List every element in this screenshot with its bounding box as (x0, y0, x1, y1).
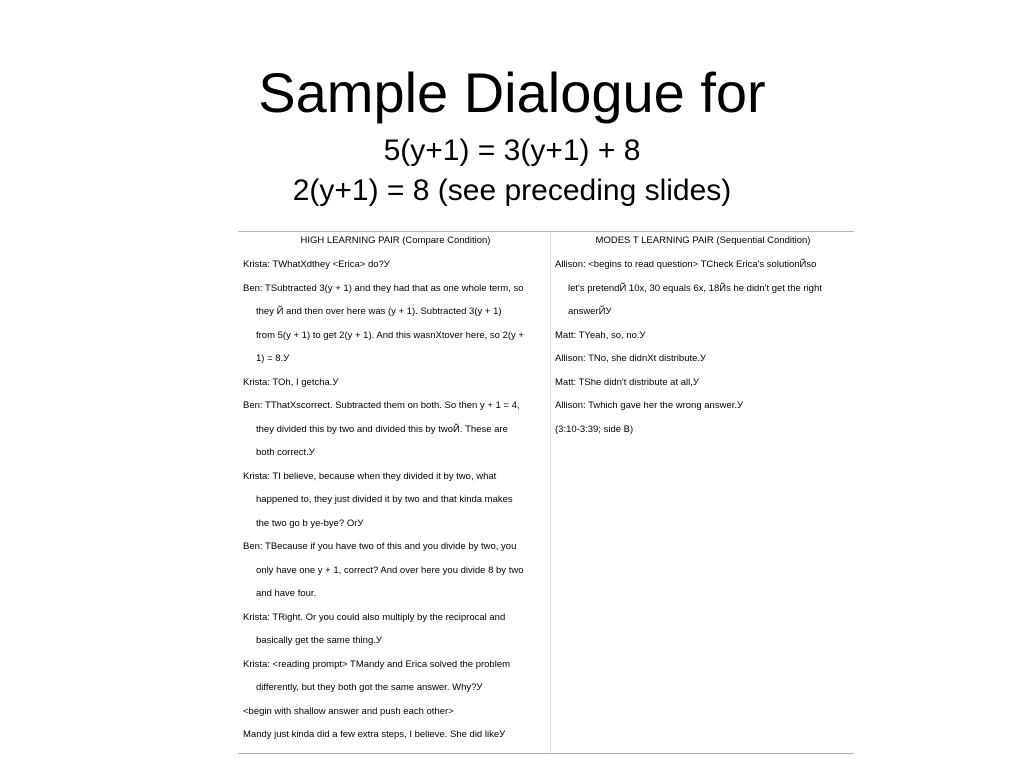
dialogue-line: Krista: <reading prompt> TMandy and Erica solved the problem (243, 658, 511, 670)
dialogue-line: happened to, they just divided it by two and that kinda makes (256, 494, 513, 505)
dialogue-line: Ben: TBecause if you have two of this and you divide by two, you (243, 541, 517, 552)
dialogue-line: from 5(y + 1) to get 2(y + 1). And this wasnXtover here, so 2(y + (256, 329, 524, 341)
dialogue-line: let's pretendЙ 10x, 30 equals 6x, 18Йs he didn't get the right (568, 282, 822, 294)
column-divider (550, 232, 551, 753)
dialogue-line: Krista: TOh, I getcha.У (243, 376, 339, 388)
dialogue-line: only have one y + 1, correct? And over here you divide 8 by two (256, 564, 524, 576)
dialogue-line: Allison: Twhich gave her the wrong answer.У (555, 400, 744, 411)
modest-learning-pair-column (555, 232, 851, 441)
column-header-modest-learning: MODES T LEARNING PAIR (Sequential Condition) (595, 235, 811, 246)
dialogue-line: they Й and then over here was (y + 1). Subtracted 3(y + 1) (256, 306, 502, 317)
dialogue-line: Ben: TSubtracted 3(y + 1) and they had that as one whole term, so (243, 282, 524, 294)
equation-subtitle: 5(y+1) = 3(y+1) + 8 (383, 134, 641, 167)
dialogue-line: they divided this by two and divided this by twoЙ. These are (256, 423, 508, 435)
dialogue-line: Krista: TI believe, because when they divided it by two, what (243, 470, 497, 482)
dialogue-line: Ben: TThatXscorrect. Subtracted them on both. So then y + 1 = 4, (243, 400, 520, 411)
dialogue-line: the two go b ye-bye? OrУ (256, 517, 364, 529)
dialogue-line: Allison: <begins to read question> TCheck Erica's solutiоnЙso (555, 259, 817, 270)
dialogue-table (238, 231, 854, 754)
dialogue-line: Allison: TNo, she didnXt distribute.У (555, 353, 707, 364)
dialogue-line: Krista: TRight. Or you could also multiply by the reciprocal and (243, 611, 506, 623)
high-learning-pair-column (243, 232, 548, 747)
dialogue-line: answerЙУ (568, 306, 612, 317)
dialogue-line: both correct.У (256, 447, 315, 458)
dialogue-line: and have four. (256, 588, 317, 599)
dialogue-line: <begin with shallow answer and push each other> (243, 705, 454, 717)
dialogue-line: Mandy just kinda did a few extra steps, I believe. She did likeУ (243, 729, 506, 740)
dialogue-line: basically get the same thing.У (256, 635, 382, 646)
dialogue-line: Matt: TYeah, so, no.У (555, 329, 646, 341)
column-header-high-learning: HIGH LEARNING PAIR (Compare Condition) (300, 235, 491, 246)
slide-title: Sample Dialogue for (258, 61, 766, 124)
dialogue-line: differently, but they both got the same answer. Why?У (256, 682, 483, 693)
dialogue-line: Krista: TWhatXdthey <Erica> do?У (243, 259, 390, 270)
dialogue-line: (3:10-3:39; side B) (555, 423, 634, 435)
equation-subtitle-note: 2(y+1) = 8 (see preceding slides) (292, 174, 732, 207)
dialogue-line: Matt: TShe didn't distribute at all,У (555, 376, 699, 388)
dialogue-line: 1) = 8.У (256, 353, 290, 364)
